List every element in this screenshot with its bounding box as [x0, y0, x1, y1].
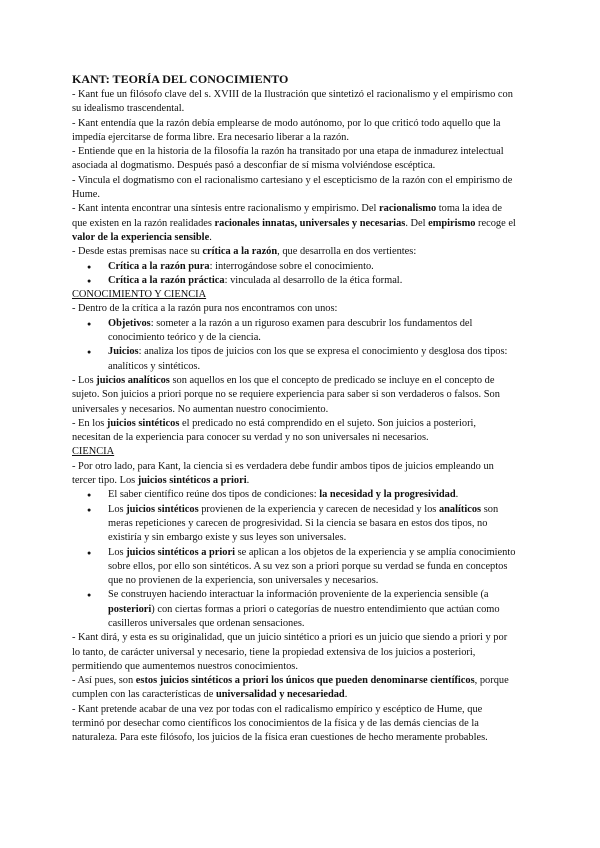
section1-bullets — [72, 317, 516, 374]
section1-bullet — [108, 345, 516, 374]
vertientes-list — [72, 260, 516, 289]
text-run: - Vincula el dogmatismo con el racionalismo cartesiano y el escepticismo de la razón con el empirismo de Hume. — [72, 174, 513, 201]
text-run: - Así pues, son — [72, 675, 136, 687]
bold-term: crítica a la razón — [202, 246, 278, 258]
text-run: . — [209, 231, 212, 243]
intro-paragraphs — [72, 88, 516, 260]
text-run: - Entiende que en la historia de la filosofía la razón ha transitado por una etapa de inmadurez intelectual asociada al dogmatismo. Después pasó a desconfiar de sí misma volviéndose escéptica. — [72, 146, 504, 172]
text-run: - Desde estas premisas nace su — [72, 246, 203, 258]
section-heading-ciencia: CIENCIA — [72, 446, 115, 458]
text-run: El saber científico reúne dos tipos de condiciones: — [108, 489, 320, 501]
text-run: son aquellos en los que el concepto de predicado se incluye en el concepto de sujeto. Son juicios a priori porque no se requiere experiencia para saber si son verdaderos o falsos. Son universales y necesarios. No aumentan nuestro conocimiento. — [72, 374, 500, 415]
text-run: : vinculada al desarrollo de la ética formal. — [224, 274, 403, 286]
text-run: Se construyen haciendo interactuar la información proveniente de la experiencia sensible (a — [108, 589, 489, 601]
text-run: . — [455, 489, 459, 501]
text-run: Los — [108, 503, 127, 515]
text-run: - Por otro lado, para Kant, la ciencia si es verdadera debe fundir ambos tipos de juicios empleando un tercer tipo. Los — [72, 460, 494, 487]
text-run: - Kant dirá, y esta es su originalidad, que un juicio sintético a priori es un juicio que siendo a priori y por lo tanto, de carácter universal y necesario, tiene la propiedad extensiva de los juicios a posteriori, permitiendo que aumentemos nuestros conocimientos. — [72, 632, 508, 672]
text-run: - Kant intenta encontrar una síntesis entre racionalismo y empirismo. Del — [72, 203, 380, 215]
text-run: : analiza los tipos de juicios con los que se expresa el conocimiento y desglosa dos tipos: analíticos y sintéticos. — [108, 346, 508, 372]
intro-paragraph — [72, 202, 516, 245]
text-run: , porque cumplen con las características de — [72, 675, 509, 701]
bold-term: analíticos — [438, 503, 482, 515]
text-run: - Dentro de la crítica a la razón pura nos encontramos con unos: — [72, 303, 338, 315]
text-run: el predicado no está comprendido en el sujeto. Son juicios a posteriori, necesitan de la experiencia para conocer su verdad y no son universales ni necesarios. — [72, 417, 477, 444]
bold-term: la necesidad y la progresividad — [319, 489, 456, 501]
section2-bullets — [72, 488, 516, 631]
text-run: - Kant pretende acabar de una vez por todas con el radicalismo empírico y escéptico de Hume, que terminó por desechar como científicos los conocimientos de la física y de las demás ciencias de la naturaleza. Para este filósofo, los juicios de la física eran cuestiones de hecho meramente probables. — [72, 703, 488, 744]
section2-intro — [72, 460, 516, 489]
text-run: - Kant fue un filósofo clave del s. XVIII de la Ilustración que sintetizó el racionalismo y el empirismo con su idealismo trascendental. — [72, 89, 513, 115]
bold-term: Crítica a la razón pura — [108, 260, 210, 272]
bold-term: juicios analíticos — [96, 374, 170, 386]
bold-term: Juicios — [108, 346, 139, 358]
bold-term: Objetivos — [108, 317, 151, 329]
bold-term: posteriori — [108, 603, 152, 615]
section1-paragraph — [72, 302, 516, 316]
section1-paragraphs — [72, 374, 516, 445]
text-run: : interrogándose sobre el conocimiento. — [209, 260, 374, 272]
section2-paragraph — [72, 703, 516, 746]
text-run: , que desarrolla en dos vertientes: — [277, 246, 417, 258]
section2-paragraphs — [72, 631, 516, 745]
bold-term: juicios sintéticos a priori — [137, 475, 247, 487]
section2-paragraph — [72, 460, 516, 489]
section2-bullet — [108, 488, 516, 502]
text-run: . — [246, 475, 250, 487]
section-heading-conocimiento: CONOCIMIENTO Y CIENCIA — [72, 289, 207, 301]
bold-term: Crítica a la razón práctica — [108, 274, 225, 286]
text-run: se aplican a los objetos de la experiencia y se amplía conocimiento sobre ellos, por ello son sintéticos. A su vez son a priori porque su verdad se funda en conceptos que no provienen de la experiencia, son universales y necesarios. — [108, 546, 516, 587]
intro-paragraph — [72, 245, 516, 259]
text-run: : someter a la razón a un riguroso examen para descubrir los fundamentos del conocimiento teórico y de la ciencia. — [108, 317, 473, 344]
bold-term: racionales innatas, universales y necesarias — [214, 217, 406, 229]
intro-paragraph — [72, 88, 516, 117]
section1-paragraph — [72, 417, 516, 446]
text-run: - En los — [72, 417, 107, 429]
text-run: recoge el — [475, 217, 516, 229]
section2-bullet — [108, 588, 516, 631]
intro-paragraph — [72, 174, 516, 203]
section2-paragraph — [72, 631, 516, 674]
text-run: . — [344, 689, 348, 701]
vertiente-item — [108, 274, 516, 288]
bold-term: universalidad y necesariedad — [215, 689, 345, 701]
text-run: - Los — [72, 374, 97, 386]
bold-term: empirismo — [428, 217, 476, 229]
intro-paragraph — [72, 145, 516, 174]
section2-bullet — [108, 546, 516, 589]
text-run: toma la idea de que existen en la razón realidades — [72, 203, 502, 229]
section2-bullet — [108, 503, 516, 546]
intro-paragraph — [72, 117, 516, 146]
text-run: son meras repeticiones y carecen de progresividad. Si la ciencia se basara en estos dos tipos, no existiría y sin embargo existe y sus leyes son universales. — [108, 503, 499, 544]
section2-paragraph — [72, 674, 516, 703]
vertiente-item — [108, 260, 516, 274]
bold-term: valor de la experiencia sensible — [72, 231, 210, 243]
text-run: - Kant entendía que la razón debía emplearse de modo autónomo, por lo que criticó todo aquello que la impedía ejercitarse de forma libre. Era necesario liberar a la razón. — [72, 117, 501, 143]
text-run: provienen de la experiencia y carecen de necesidad y los — [198, 503, 439, 515]
bold-term: juicios sintéticos a priori — [126, 546, 235, 558]
text-run: Los — [108, 546, 127, 558]
text-run: . Del — [405, 217, 429, 229]
bold-term: juicios sintéticos — [106, 417, 180, 429]
section1-bullet — [108, 317, 516, 346]
bold-term: estos juicios sintéticos a priori los únicos que pueden denominarse científicos — [135, 675, 475, 687]
text-run: ) con ciertas formas a priori o categorías de nuestro entendimiento que actúan como casilleros universales que ordenan sensaciones. — [108, 603, 500, 629]
bold-term: racionalismo — [379, 203, 437, 215]
section1-paragraph — [72, 374, 516, 417]
document-title: KANT: TEORÍA DEL CONOCIMIENTO — [72, 72, 289, 86]
bold-term: juicios sintéticos — [126, 503, 199, 515]
section1-intro — [72, 302, 516, 316]
